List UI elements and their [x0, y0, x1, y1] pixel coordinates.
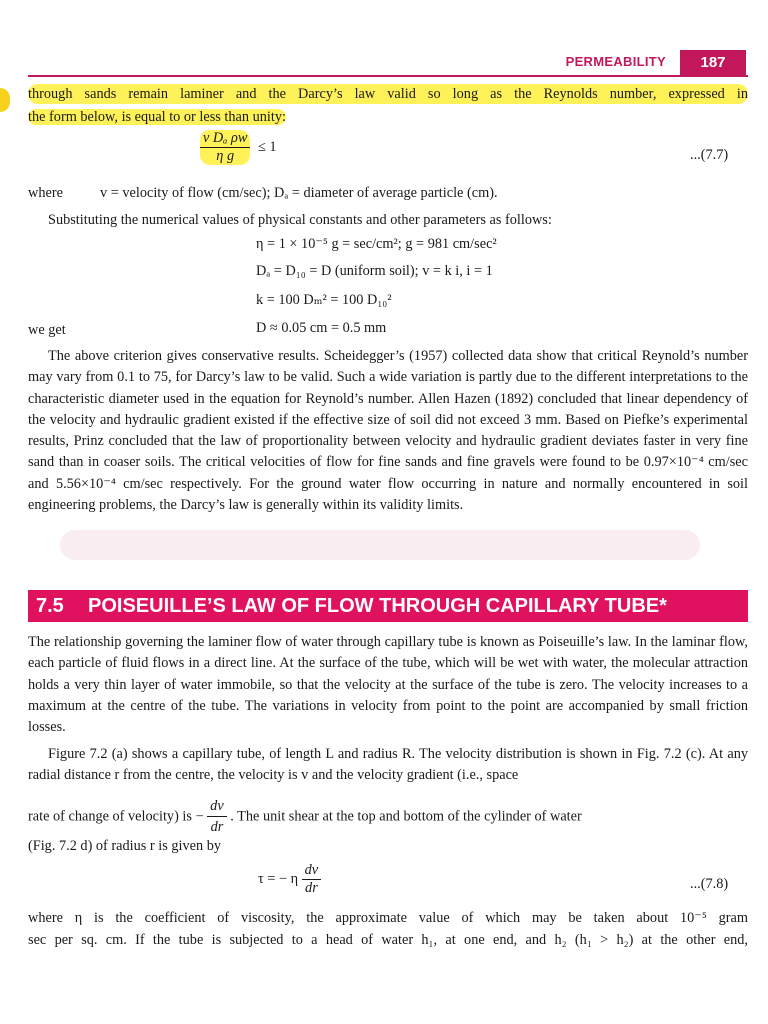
equation-k: k = 100 Dₘ² = 100 D₁₀² — [256, 292, 392, 308]
section-heading — [28, 590, 748, 622]
reynolds-fraction: $\frac{\text{v Dₐ ρw}}{\text{η g}}$ — [200, 130, 250, 165]
where-line: where v = velocity of flow (cm/sec); Dₐ = diameter of average particle (cm). — [28, 185, 498, 201]
criterion-paragraph: The above criterion gives conservative results. Scheidegger’s (1957) collected data show that critical Reynold’s number may vary from 0.1 to 75, for Darcy’s law to be valid. Such a wide variation is partly due to the different interpretations to the characteristic diameter used in the equation for Reynold’s number. Allen Hazen (1892) concluded that linear dependency of the velocity and hydraulic gradient existed if the effective size of soil did not exceed 3 mm. Based on Piefke’s experimental results, Prinz concluded that the law of proportionality between velocity and hydraulic gradient deviates faster in very fine sand than in coaser soils. The critical velocities of flow for fine sands and fine gravels were found to be 0.97×10⁻⁴ cm/sec and 5.56×10⁻⁴ cm/sec respectively. For the ground water flow occurring in nature and normally encountered in soil engineering problems, the Darcy’s law is generally within its validity limits. — [28, 348, 748, 514]
figure-paragraph: Figure 7.2 (a) shows a capillary tube, of length L and radius R. The velocity distribution is shown in Fig. 7.2 (c). At any radial distance r from the centre, the velocity is v and the velocity gradient (i.e., space — [28, 746, 748, 784]
header-rule — [28, 75, 748, 77]
equation-7-8: τ = − η $\frac{dv}{dr}$ — [258, 862, 321, 897]
highlight-margin-mark — [0, 88, 10, 112]
equation-label-7-7: ...(7.7) — [690, 147, 729, 163]
substituting-line: Substituting the numerical values of physical constants and other parameters as follows: — [48, 212, 552, 228]
section-number: 7.5 — [36, 595, 64, 617]
shear-fraction: $\frac{dv}{dr}$ — [302, 862, 322, 897]
watermark-logo — [60, 525, 700, 565]
viscosity-line-2: sec per sq. cm. If the tube is subjected to a head of water h₁, at one end, and h₂ (h₁ > h₂) at the other end, — [28, 932, 748, 948]
highlighted-line-1: through sands remain laminer and the Darcy’s law valid so long as the Reynolds number, expressed in — [28, 86, 748, 102]
equation-label-7-8: ...(7.8) — [690, 876, 729, 892]
equation-eta: η = 1 × 10⁻⁵ g = sec/cm²; g = 981 cm/sec² — [256, 236, 497, 252]
dv-dr-fraction: $\frac{dv}{dr}$ — [207, 796, 227, 837]
viscosity-line-1: where η is the coefficient of viscosity, the approximate value of which may be taken about 10⁻⁵ gram — [28, 910, 748, 926]
we-get-label: we get — [28, 322, 66, 338]
equation-da: Dₐ = D₁₀ = D (uniform soil); v = k i, i = 1 — [256, 263, 493, 279]
radius-line: (Fig. 7.2 d) of radius r is given by — [28, 838, 221, 854]
page-number: 187 — [680, 50, 746, 75]
highlighted-line-2: the form below, is equal to or less than unity: — [28, 109, 286, 125]
poiseuille-paragraph: The relationship governing the laminer flow of water through capillary tube is known as Poiseuille’s law. In the laminar flow, each particle of fluid flows in a direct line. At the surface of the tube, which will be wet with water, the molecular attraction holds a very thin layer of water immobile, so that the velocity at the surface of the tube is zero. The velocity increases to a maximum at the centre of the tube. The variations in velocity from point to the point are accompanied by small friction losses. — [28, 634, 748, 736]
equation-7-7: $\frac{\text{v Dₐ ρw}}{\text{η g}}$ ≤ 1 — [200, 130, 277, 165]
rate-line: rate of change of velocity) is − $\frac{dv}{dr}$ . The unit shear at the top and bottom of the cylinder of water — [28, 798, 582, 835]
equation-result: D ≈ 0.05 cm = 0.5 mm — [256, 320, 387, 336]
running-header-title: PERMEABILITY — [565, 54, 666, 69]
section-title: POISEUILLE’S LAW OF FLOW THROUGH CAPILLARY TUBE* — [88, 595, 667, 617]
